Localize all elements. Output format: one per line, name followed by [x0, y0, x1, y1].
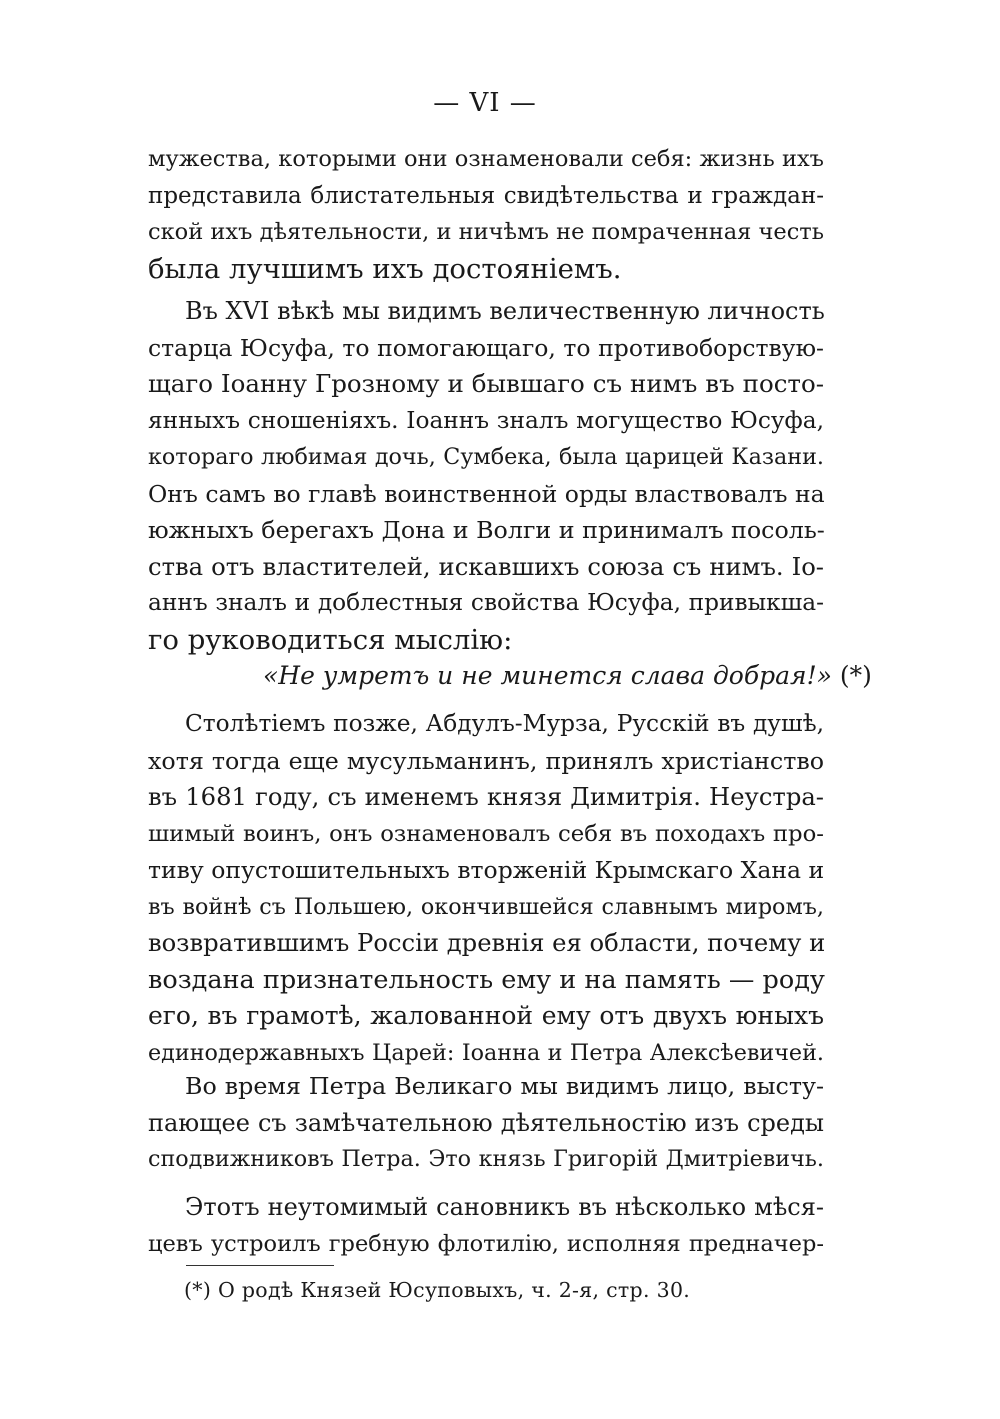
- paragraph-2: [148, 293, 824, 658]
- text-line: Въ XVI вѣкѣ мы видимъ величественную личность: [185, 297, 825, 325]
- paragraph-1: [148, 141, 824, 287]
- paragraph-3: [148, 706, 824, 1071]
- text-line: представила блистательныя свидѣтельства и граждан-: [148, 182, 824, 209]
- footnote-reference: (*): [839, 661, 872, 690]
- text-line: сподвижниковъ Петра. Это князь Григорій Дмитріевичь.: [148, 1146, 824, 1172]
- text-line: его, въ грамотѣ, жалованной ему отъ двухъ юныхъ: [148, 1001, 824, 1030]
- text-line: го руководиться мыслію:: [148, 623, 513, 656]
- text-line: щаго Іоанну Грозному и бывшаго съ нимъ въ посто-: [148, 369, 824, 398]
- epigraph-text: «Не умретъ и не минется слава добрая!»: [263, 661, 832, 690]
- footnote-divider: [186, 1265, 334, 1266]
- text-line: возвратившимъ Россіи древнія ея области, почему и: [148, 928, 826, 957]
- text-line: Онъ самъ во главѣ воинственной орды властвовалъ на: [148, 479, 825, 508]
- text-line: котораго любимая дочь, Сумбека, была царицей Казани.: [148, 444, 824, 470]
- text-line: единодержавныхъ Царей: Іоанна и Петра Алексѣевичей.: [148, 1039, 824, 1066]
- text-line: южныхъ берегахъ Дона и Волги и принималъ посоль-: [148, 516, 825, 544]
- text-line: цевъ устроилъ гребную флотилію, исполняя предначер-: [148, 1230, 824, 1257]
- epigraph-quote: [263, 660, 872, 692]
- text-line: мужества, которыми они ознаменовали себя: жизнь ихъ: [148, 146, 824, 172]
- text-line: Столѣтіемъ позже, Абдулъ-Мурза, Русскій въ душѣ,: [185, 710, 824, 737]
- text-line: воздана признательность ему и на память — роду: [148, 964, 825, 995]
- text-line: тиву опустошительныхъ вторженій Крымскаго Хана и: [148, 856, 825, 884]
- text-line: хотя тогда еще мусульманинъ, принялъ христіанство: [148, 746, 824, 775]
- paragraph-4: [148, 1068, 824, 1178]
- text-line: ской ихъ дѣятельности, и ничѣмъ не помраченная честь: [148, 219, 824, 245]
- paragraph-5: [148, 1189, 824, 1262]
- page-number: — VI —: [433, 88, 537, 118]
- text-line: аннъ зналъ и доблестныя свойства Юсуфа, привыкша-: [148, 589, 824, 616]
- text-line: въ 1681 году, съ именемъ князя Димитрія. Неустра-: [148, 782, 824, 811]
- text-line: янныхъ сношеніяхъ. Іоаннъ зналъ могущество Юсуфа,: [148, 406, 824, 434]
- text-line: Этотъ неутомимый сановникъ въ нѣсколько мѣся-: [185, 1193, 824, 1221]
- text-line: Во время Петра Великаго мы видимъ лицо, высту-: [185, 1072, 824, 1100]
- text-line: шимый воинъ, онъ ознаменовалъ себя въ походахъ про-: [148, 820, 824, 847]
- text-line: пающее съ замѣчательною дѣятельностію изъ среды: [148, 1108, 824, 1137]
- text-line: старца Юсуфа, то помогающаго, то противоборствую-: [148, 333, 824, 362]
- text-line: была лучшимъ ихъ достояніемъ.: [148, 252, 622, 285]
- footnote: (*) О родѣ Князей Юсуповыхъ, ч. 2-я, стр. 30.: [184, 1278, 691, 1302]
- text-line: ства отъ властителей, искавшихъ союза съ нимъ. Іо-: [148, 551, 824, 581]
- text-line: въ войнѣ съ Польшею, окончившейся славнымъ миромъ,: [148, 893, 824, 920]
